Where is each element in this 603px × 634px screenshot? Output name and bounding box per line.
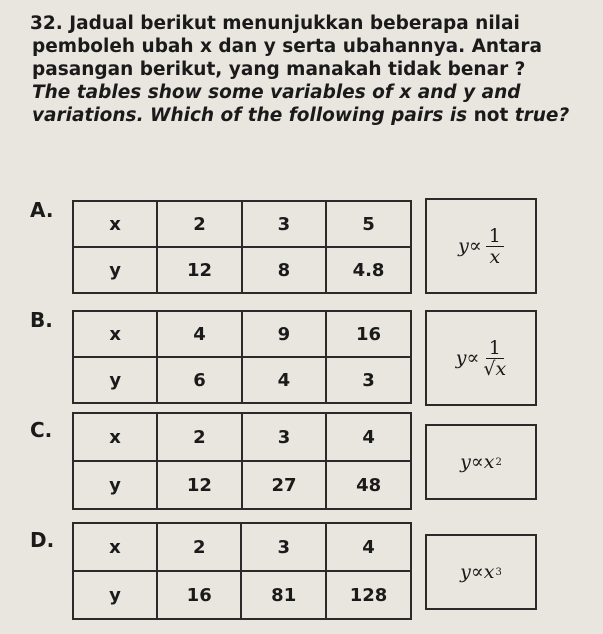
- table-cell: 4: [326, 413, 411, 461]
- option-a-relation: [425, 198, 537, 294]
- table-cell: 3: [241, 523, 326, 571]
- option-d-relation: [425, 534, 537, 610]
- question-line-5-text: variations. Which of the following pairs is: [32, 105, 474, 126]
- table-cell: 4: [326, 523, 411, 571]
- table-cell: y: [73, 247, 157, 293]
- table-cell: 16: [326, 311, 411, 357]
- table-cell: 128: [326, 571, 411, 619]
- fraction-denominator: √x: [483, 357, 507, 380]
- option-b-letter[interactable]: B.: [30, 308, 53, 332]
- question-line-5-end: true?: [508, 105, 570, 126]
- relation-exponent: 3: [495, 566, 502, 578]
- question-line-3-text: pasangan berikut, yang manakah: [32, 59, 388, 80]
- relation-fraction: [483, 338, 506, 379]
- table-cell: 2: [157, 201, 242, 247]
- table-cell: 4: [157, 311, 241, 357]
- table-cell: x: [73, 201, 157, 247]
- table-cell: 4: [242, 357, 326, 403]
- table-cell: y: [73, 571, 157, 619]
- table-cell: 16: [157, 571, 242, 619]
- option-a-table: [72, 200, 412, 294]
- table-cell: 6: [157, 357, 241, 403]
- emphasis-not: not: [473, 105, 509, 126]
- table-row-x: [73, 413, 411, 461]
- question-line-5: [30, 104, 598, 127]
- table-row-y: [73, 461, 411, 509]
- option-c-table: [72, 412, 412, 510]
- relation-lhs: y∝x: [460, 561, 495, 583]
- option-b-table: [72, 310, 412, 404]
- question-line-4: The tables show some variables of x and y and: [32, 82, 521, 103]
- fraction-denominator: x: [489, 245, 501, 268]
- table-cell: x: [73, 413, 157, 461]
- emphasis-tidak: tidak: [387, 59, 442, 80]
- relation-lhs: y∝: [458, 235, 482, 257]
- relation-lhs: y∝x: [460, 451, 495, 473]
- table-cell: y: [73, 461, 157, 509]
- option-c-letter[interactable]: C.: [30, 418, 53, 442]
- option-a-letter[interactable]: A.: [30, 198, 54, 222]
- question-line-2: pemboleh ubah x dan y serta ubahannya. Antara: [32, 36, 543, 57]
- table-row-x: [73, 201, 411, 247]
- table-row-y: [73, 247, 411, 293]
- question-line-3: [30, 58, 598, 81]
- table-cell: x: [73, 311, 157, 357]
- table-cell: 3: [242, 413, 327, 461]
- option-b-relation: [425, 310, 537, 406]
- question-line-1: 32. Jadual berikut menunjukkan beberapa nilai: [30, 13, 520, 34]
- table-cell: 12: [157, 461, 242, 509]
- table-cell: 48: [326, 461, 411, 509]
- table-cell: 2: [157, 413, 242, 461]
- relation-fraction: [486, 226, 504, 267]
- table-cell: 27: [242, 461, 327, 509]
- table-cell: 12: [157, 247, 242, 293]
- option-c-relation: [425, 424, 537, 500]
- table-cell: 81: [241, 571, 326, 619]
- fraction-numerator: 1: [486, 226, 504, 247]
- table-cell: 9: [242, 311, 326, 357]
- table-cell: y: [73, 357, 157, 403]
- table-cell: 3: [242, 201, 326, 247]
- relation-lhs: y∝: [455, 347, 480, 369]
- table-cell: 4.8: [326, 247, 411, 293]
- relation-exponent: 2: [495, 456, 502, 468]
- table-row-x: [73, 311, 411, 357]
- table-cell: 2: [157, 523, 242, 571]
- table-cell: x: [73, 523, 157, 571]
- question-text: [30, 12, 598, 127]
- option-d-letter[interactable]: D.: [30, 528, 55, 552]
- option-d-table: [72, 522, 412, 620]
- table-cell: 3: [326, 357, 411, 403]
- table-cell: 5: [326, 201, 411, 247]
- table-row-y: [73, 357, 411, 403]
- fraction-numerator: 1: [486, 338, 504, 359]
- question-line-3-end: benar ?: [441, 59, 526, 80]
- table-cell: 8: [242, 247, 326, 293]
- table-row-x: [73, 523, 411, 571]
- table-row-y: [73, 571, 411, 619]
